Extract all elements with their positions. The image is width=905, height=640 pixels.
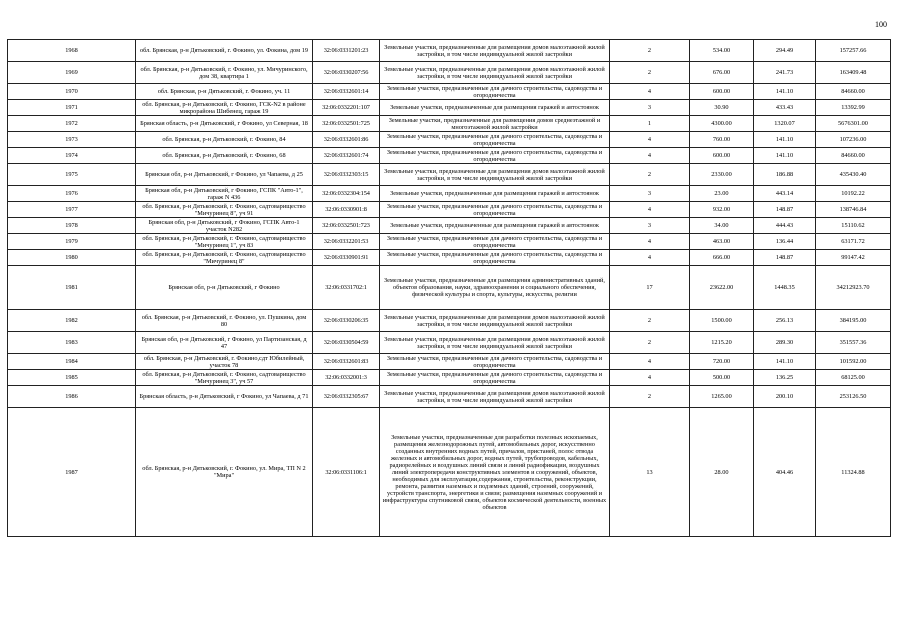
table-row bbox=[8, 116, 891, 132]
cell-specific-value: 148.87 bbox=[754, 202, 816, 218]
cell-area: 500.00 bbox=[690, 370, 754, 386]
cell-land-use: Земельные участки, предназначенные для размещения домов малоэтажной жилой застройки, в том числе индивидуальной жилой застройки bbox=[380, 332, 610, 354]
table-row bbox=[8, 250, 891, 266]
table-body bbox=[8, 40, 891, 537]
cell-specific-value: 141.10 bbox=[754, 132, 816, 148]
cell-group: 1 bbox=[610, 116, 690, 132]
cell-area: 676.00 bbox=[690, 62, 754, 84]
cell-specific-value: 443.14 bbox=[754, 186, 816, 202]
cell-area: 666.00 bbox=[690, 250, 754, 266]
cell-area: 1500.00 bbox=[690, 310, 754, 332]
cell-group: 17 bbox=[610, 266, 690, 310]
cell-specific-value: 1448.35 bbox=[754, 266, 816, 310]
cell-cadastral-value: 163409.48 bbox=[816, 62, 891, 84]
cell-land-use: Земельные участки, предназначенные для дачного строительства, садоводства и огородничества bbox=[380, 84, 610, 100]
cell-cadastral-value: 68125.00 bbox=[816, 370, 891, 386]
cell-address: обл. Брянская, р-н Дятьковский, г. Фокино, садтоварищество "Мичуринец 8" bbox=[136, 250, 313, 266]
table-row bbox=[8, 266, 891, 310]
cell-cadastral-number: 32:06:0330901:91 bbox=[313, 250, 380, 266]
cell-cadastral-number: 32:06:0332601:74 bbox=[313, 148, 380, 164]
cell-land-use: Земельные участки, предназначенные для размещения гаражей и автостоянок bbox=[380, 100, 610, 116]
cell-area: 1265.00 bbox=[690, 386, 754, 408]
cell-record-number: 1974 bbox=[8, 148, 136, 164]
table-row bbox=[8, 40, 891, 62]
cell-cadastral-value: 15110.62 bbox=[816, 218, 891, 234]
cell-record-number: 1981 bbox=[8, 266, 136, 310]
cell-land-use: Земельные участки, предназначенные для размещения административных зданий, объектов образования, науки, здравоохранения и социального обеспечения, физической культуры и спорта, культуры, искусства, религии bbox=[380, 266, 610, 310]
cell-record-number: 1968 bbox=[8, 40, 136, 62]
table-row bbox=[8, 218, 891, 234]
cell-group: 4 bbox=[610, 370, 690, 386]
cell-record-number: 1973 bbox=[8, 132, 136, 148]
cell-group: 2 bbox=[610, 164, 690, 186]
cell-cadastral-number: 32:06:0332201:107 bbox=[313, 100, 380, 116]
cell-cadastral-value: 157257.66 bbox=[816, 40, 891, 62]
cell-area: 720.00 bbox=[690, 354, 754, 370]
table-row bbox=[8, 100, 891, 116]
cell-address: обл. Брянская, р-н Дятьковский, г. Фокино, ул. Мира, ТП N 2 "Мира" bbox=[136, 408, 313, 537]
cell-record-number: 1985 bbox=[8, 370, 136, 386]
cell-land-use: Земельные участки, предназначенные для размещения домов малоэтажной жилой застройки, в том числе индивидуальной жилой застройки bbox=[380, 310, 610, 332]
cell-group: 4 bbox=[610, 202, 690, 218]
cell-land-use: Земельные участки, предназначенные для размещения домов малоэтажной жилой застройки, в том числе индивидуальной жилой застройки bbox=[380, 40, 610, 62]
cell-cadastral-value: 84660.00 bbox=[816, 148, 891, 164]
table-row bbox=[8, 386, 891, 408]
table-row bbox=[8, 148, 891, 164]
cell-address: Брянская обл, р-н Дятьковский, г Фокино, ГСПК "Авто-1", гараж N 436 bbox=[136, 186, 313, 202]
cell-group: 4 bbox=[610, 234, 690, 250]
cell-record-number: 1977 bbox=[8, 202, 136, 218]
cell-address: обл. Брянская, р-н Дятьковский, г. Фокино, 84 bbox=[136, 132, 313, 148]
cell-specific-value: 200.10 bbox=[754, 386, 816, 408]
cadastral-value-table bbox=[7, 39, 891, 537]
cell-cadastral-number: 32:06:0332305:67 bbox=[313, 386, 380, 408]
cell-specific-value: 136.44 bbox=[754, 234, 816, 250]
cell-area: 23.00 bbox=[690, 186, 754, 202]
cell-land-use: Земельные участки, предназначенные для размещения гаражей и автостоянок bbox=[380, 218, 610, 234]
cell-cadastral-value: 84660.00 bbox=[816, 84, 891, 100]
cell-cadastral-value: 11324.88 bbox=[816, 408, 891, 537]
cell-cadastral-number: 32:06:0331201:23 bbox=[313, 40, 380, 62]
cell-land-use: Земельные участки, предназначенные для дачного строительства, садоводства и огородничества bbox=[380, 148, 610, 164]
cell-cadastral-value: 138746.84 bbox=[816, 202, 891, 218]
cell-land-use: Земельные участки, предназначенные для дачного строительства, садоводства и огородничества bbox=[380, 234, 610, 250]
cell-group: 2 bbox=[610, 310, 690, 332]
cell-specific-value: 241.73 bbox=[754, 62, 816, 84]
table-row bbox=[8, 354, 891, 370]
cell-group: 13 bbox=[610, 408, 690, 537]
table-row bbox=[8, 62, 891, 84]
cell-specific-value: 294.49 bbox=[754, 40, 816, 62]
cell-address: Брянская область, р-н Дятьковский, г Фокино, ул Чапаева, д 71 bbox=[136, 386, 313, 408]
table-row bbox=[8, 202, 891, 218]
cell-land-use: Земельные участки, предназначенные для размещения домов среднеэтажной и многоэтажной жилой застройки bbox=[380, 116, 610, 132]
cell-record-number: 1986 bbox=[8, 386, 136, 408]
cell-specific-value: 404.46 bbox=[754, 408, 816, 537]
cell-cadastral-value: 34212923.70 bbox=[816, 266, 891, 310]
cell-specific-value: 141.10 bbox=[754, 84, 816, 100]
cell-record-number: 1975 bbox=[8, 164, 136, 186]
cell-address: обл. Брянская, р-н Дятьковский, г. Фокино, уч. 11 bbox=[136, 84, 313, 100]
cell-group: 4 bbox=[610, 132, 690, 148]
cell-address: обл. Брянская, р-н Дятьковский, г. Фокино, ГСК-N2 в районе микрорайона Шибенец, гараж 19 bbox=[136, 100, 313, 116]
cell-group: 2 bbox=[610, 332, 690, 354]
cell-area: 760.00 bbox=[690, 132, 754, 148]
cell-area: 932.00 bbox=[690, 202, 754, 218]
cell-cadastral-value: 99147.42 bbox=[816, 250, 891, 266]
cell-address: Брянская обл, р-н Дятьковский, г Фокино bbox=[136, 266, 313, 310]
cell-specific-value: 136.25 bbox=[754, 370, 816, 386]
cell-address: Брянская область, р-н Дятьковский, г Фокино, ул Северная, 18 bbox=[136, 116, 313, 132]
cell-area: 600.00 bbox=[690, 148, 754, 164]
cell-area: 23622.00 bbox=[690, 266, 754, 310]
cell-cadastral-number: 32:06:0332601:86 bbox=[313, 132, 380, 148]
cell-cadastral-value: 253126.50 bbox=[816, 386, 891, 408]
cell-area: 28.00 bbox=[690, 408, 754, 537]
cell-land-use: Земельные участки, предназначенные для размещения домов малоэтажной жилой застройки, в том числе индивидуальной жилой застройки bbox=[380, 62, 610, 84]
cell-specific-value: 256.13 bbox=[754, 310, 816, 332]
cell-cadastral-value: 384195.00 bbox=[816, 310, 891, 332]
cell-address: Брянская обл, р-н Дятьковский, г Фокино, ГСПК Авто-1 участок N282 bbox=[136, 218, 313, 234]
cell-record-number: 1972 bbox=[8, 116, 136, 132]
cell-area: 30.90 bbox=[690, 100, 754, 116]
cell-specific-value: 1320.07 bbox=[754, 116, 816, 132]
cell-cadastral-number: 32:06:0330206:35 bbox=[313, 310, 380, 332]
cell-land-use: Земельные участки, предназначенные для дачного строительства, садоводства и огородничества bbox=[380, 250, 610, 266]
cell-cadastral-value: 10192.22 bbox=[816, 186, 891, 202]
cell-cadastral-number: 32:06:0332501:723 bbox=[313, 218, 380, 234]
cell-cadastral-number: 32:06:0332501:725 bbox=[313, 116, 380, 132]
cell-area: 4300.00 bbox=[690, 116, 754, 132]
cell-cadastral-number: 32:06:0332601:83 bbox=[313, 354, 380, 370]
cell-group: 2 bbox=[610, 62, 690, 84]
cell-land-use: Земельные участки, предназначенные для размещения гаражей и автостоянок bbox=[380, 186, 610, 202]
cell-record-number: 1979 bbox=[8, 234, 136, 250]
cell-area: 1215.20 bbox=[690, 332, 754, 354]
cell-record-number: 1983 bbox=[8, 332, 136, 354]
cell-area: 600.00 bbox=[690, 84, 754, 100]
cell-cadastral-value: 13392.99 bbox=[816, 100, 891, 116]
cell-land-use: Земельные участки, предназначенные для размещения домов малоэтажной жилой застройки, в том числе индивидуальной жилой застройки bbox=[380, 386, 610, 408]
cell-cadastral-number: 32:06:0332303:15 bbox=[313, 164, 380, 186]
cell-record-number: 1969 bbox=[8, 62, 136, 84]
cell-record-number: 1984 bbox=[8, 354, 136, 370]
cell-cadastral-value: 435430.40 bbox=[816, 164, 891, 186]
cell-address: обл. Брянская, р-н Дятьковский, г. Фокино, 68 bbox=[136, 148, 313, 164]
cell-cadastral-number: 32:06:0332001:3 bbox=[313, 370, 380, 386]
cell-specific-value: 444.43 bbox=[754, 218, 816, 234]
cell-cadastral-number: 32:06:0332201:53 bbox=[313, 234, 380, 250]
cell-address: обл. Брянская, р-н Дятьковский, г. Фокино, садтоварищество "Мичуринец 3", уч 57 bbox=[136, 370, 313, 386]
table-row bbox=[8, 164, 891, 186]
cell-group: 4 bbox=[610, 354, 690, 370]
cell-group: 3 bbox=[610, 100, 690, 116]
cell-cadastral-value: 351557.36 bbox=[816, 332, 891, 354]
cell-land-use: Земельные участки, предназначенные для дачного строительства, садоводства и огородничества bbox=[380, 202, 610, 218]
cell-group: 4 bbox=[610, 250, 690, 266]
cell-cadastral-number: 32:06:0330504:59 bbox=[313, 332, 380, 354]
cell-area: 2330.00 bbox=[690, 164, 754, 186]
cell-address: обл. Брянская, р-н Дятьковский, г. Фокино, ул. Фокина, дом 19 bbox=[136, 40, 313, 62]
cell-specific-value: 141.10 bbox=[754, 148, 816, 164]
table-row bbox=[8, 310, 891, 332]
table-row bbox=[8, 408, 891, 537]
cell-record-number: 1971 bbox=[8, 100, 136, 116]
cell-land-use: Земельные участки, предназначенные для дачного строительства, садоводства и огородничества bbox=[380, 354, 610, 370]
cell-group: 4 bbox=[610, 84, 690, 100]
cell-land-use: Земельные участки, предназначенные для размещения домов малоэтажной жилой застройки, в том числе индивидуальной жилой застройки bbox=[380, 164, 610, 186]
cell-address: обл. Брянская, р-н Дятьковский, г. Фокино, ул. Пушкина, дом 80 bbox=[136, 310, 313, 332]
cell-record-number: 1980 bbox=[8, 250, 136, 266]
table-row bbox=[8, 234, 891, 250]
cell-group: 4 bbox=[610, 148, 690, 164]
cell-specific-value: 141.10 bbox=[754, 354, 816, 370]
cell-land-use: Земельные участки, предназначенные для дачного строительства, садоводства и огородничества bbox=[380, 370, 610, 386]
cell-group: 2 bbox=[610, 40, 690, 62]
cell-record-number: 1987 bbox=[8, 408, 136, 537]
cell-specific-value: 148.87 bbox=[754, 250, 816, 266]
cell-cadastral-number: 32:06:0331106:1 bbox=[313, 408, 380, 537]
cell-land-use: Земельные участки, предназначенные для разработки полезных ископаемых, размещения железнодорожных путей, автомобильных дорог, искусственно созданных внутренних водных путей, причалов, пристаней, полос отвода железных и автомобильных дорог, водных путей, трубопроводов, кабельных, радиорелейных и воздушных линий связи и линий радиофикации, воздушных линий электропередачи конструктивных элементов и сооружений, объектов, необходимых для эксплуатации,содержания, строительства, реконструкции, ремонта, развития наземных и подземных зданий, строений, сооружений, устройств транспорта, энергетики и связи; размещения наземных сооружений и инфраструктуры спутниковой связи, объектов космической деятельности, военных объектов bbox=[380, 408, 610, 537]
table-row bbox=[8, 186, 891, 202]
page-number: 100 bbox=[875, 20, 887, 29]
table-row bbox=[8, 84, 891, 100]
cell-area: 534.00 bbox=[690, 40, 754, 62]
cell-address: Брянская обл, р-н Дятьковский, г Фокино, ул Чапаева, д 25 bbox=[136, 164, 313, 186]
cell-area: 34.00 bbox=[690, 218, 754, 234]
cell-cadastral-value: 5676301.00 bbox=[816, 116, 891, 132]
cell-cadastral-value: 101592.00 bbox=[816, 354, 891, 370]
cell-address: обл. Брянская, р-н Дятьковский, г. Фокино,сдт Юбилейный, участок 78 bbox=[136, 354, 313, 370]
cell-cadastral-value: 107236.00 bbox=[816, 132, 891, 148]
cell-cadastral-number: 32:06:0330901:8 bbox=[313, 202, 380, 218]
cell-group: 2 bbox=[610, 386, 690, 408]
cell-cadastral-number: 32:06:0332601:14 bbox=[313, 84, 380, 100]
cell-land-use: Земельные участки, предназначенные для дачного строительства, садоводства и огородничества bbox=[380, 132, 610, 148]
table-row bbox=[8, 132, 891, 148]
cell-address: Брянская обл, р-н Дятьковский, г Фокино, ул Партизанская, д 47 bbox=[136, 332, 313, 354]
table-row bbox=[8, 332, 891, 354]
cell-record-number: 1978 bbox=[8, 218, 136, 234]
cell-group: 3 bbox=[610, 218, 690, 234]
cell-cadastral-number: 32:06:0330207:56 bbox=[313, 62, 380, 84]
cell-cadastral-number: 32:06:0331702:1 bbox=[313, 266, 380, 310]
cell-specific-value: 186.88 bbox=[754, 164, 816, 186]
cell-address: обл. Брянская, р-н Дятьковский, г. Фокино, садтоварищество "Мичуринец 8", уч 91 bbox=[136, 202, 313, 218]
cell-area: 463.00 bbox=[690, 234, 754, 250]
cell-cadastral-number: 32:06:0332304:154 bbox=[313, 186, 380, 202]
table-row bbox=[8, 370, 891, 386]
cell-address: обл. Брянская, р-н Дятьковский, г. Фокино, ул. Мичуринского, дом 38, квартира 1 bbox=[136, 62, 313, 84]
cell-record-number: 1982 bbox=[8, 310, 136, 332]
cell-record-number: 1976 bbox=[8, 186, 136, 202]
cell-specific-value: 289.30 bbox=[754, 332, 816, 354]
cell-address: обл. Брянская, р-н Дятьковский, г. Фокино, садтоварищество "Мичуринец 1", уч 83 bbox=[136, 234, 313, 250]
cell-cadastral-value: 63171.72 bbox=[816, 234, 891, 250]
cell-record-number: 1970 bbox=[8, 84, 136, 100]
cell-specific-value: 433.43 bbox=[754, 100, 816, 116]
cell-group: 3 bbox=[610, 186, 690, 202]
